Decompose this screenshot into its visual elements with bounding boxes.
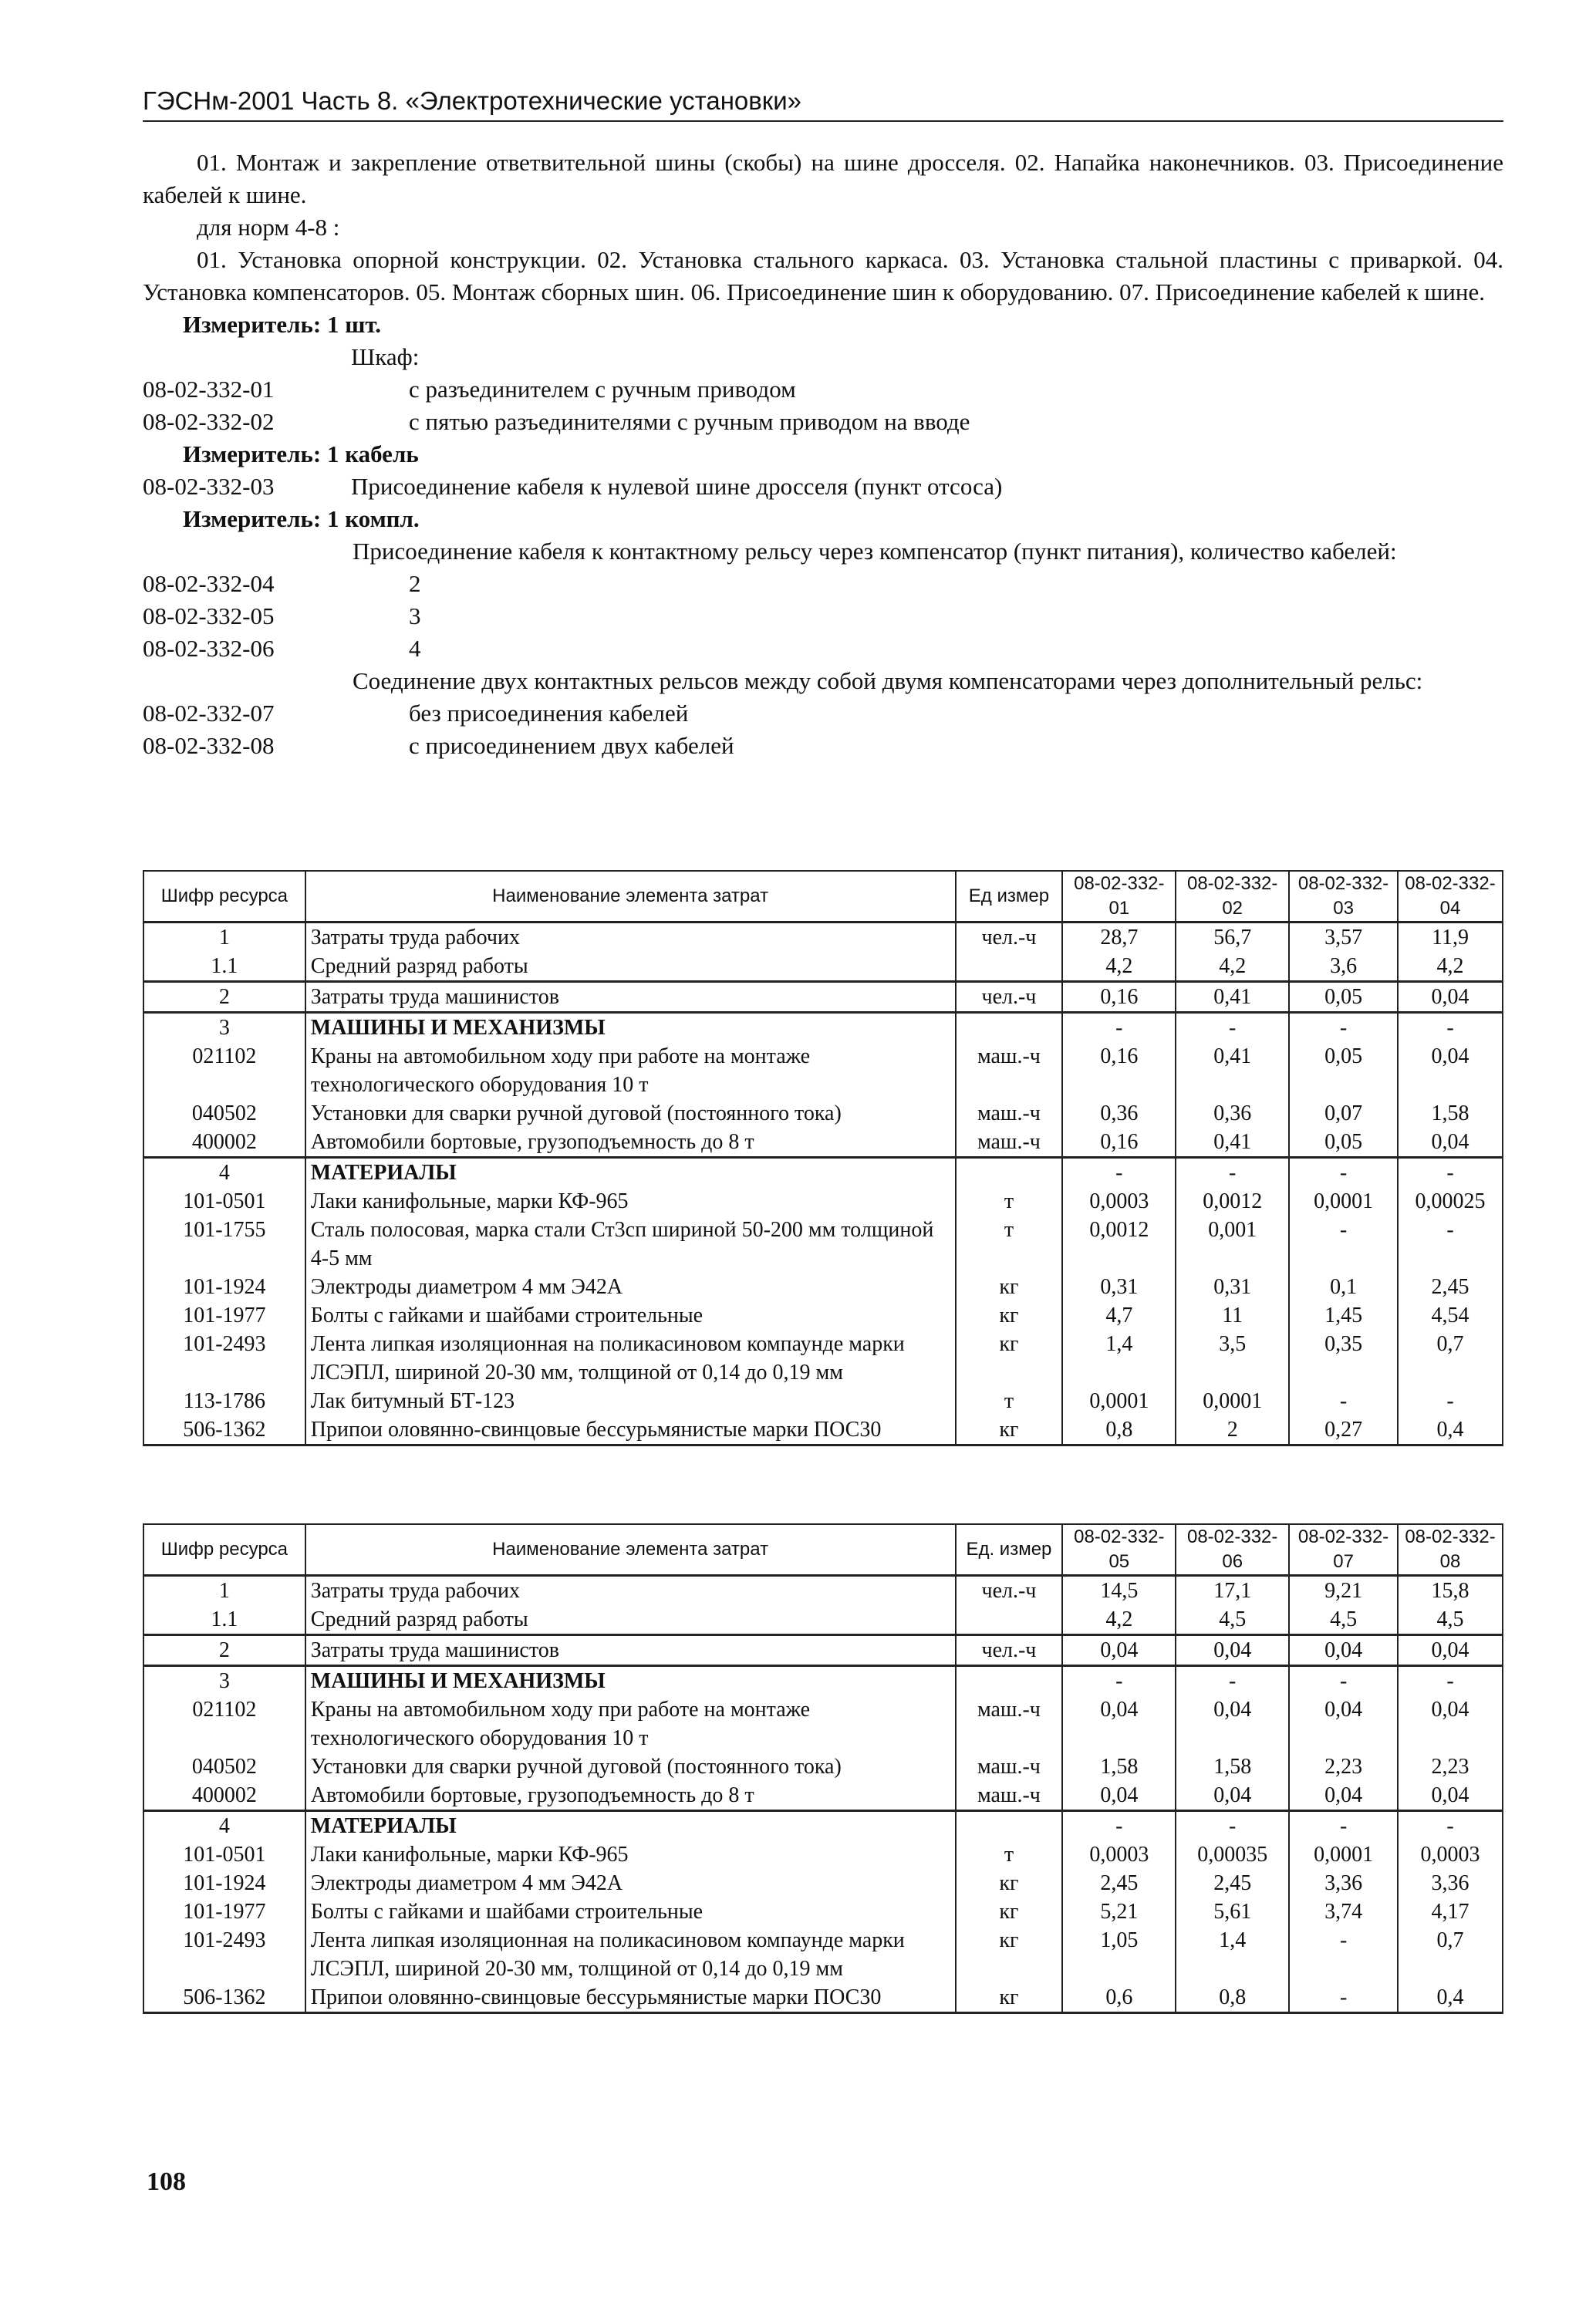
- value-cell: 3,36: [1398, 1869, 1503, 1897]
- value-cell: 0,0003: [1062, 1840, 1176, 1869]
- group-label: Шкаф:: [351, 343, 420, 370]
- resource-code: 2: [143, 982, 305, 1013]
- value-cell: -: [1062, 1666, 1176, 1696]
- value-cell: 0,35: [1289, 1330, 1398, 1387]
- unit: маш.-ч: [956, 1781, 1063, 1811]
- unit: чел.-ч: [956, 1635, 1063, 1666]
- value-cell: -: [1398, 1013, 1503, 1043]
- norm-text: с присоединением двух кабелей: [409, 732, 734, 759]
- norm-text: Присоединение кабеля к нулевой шине дросселя (пункт отсоса): [351, 473, 1003, 500]
- unit: маш.-ч: [956, 1752, 1063, 1781]
- resource-name: Краны на автомобильном ходу при работе на монтаже технологического оборудования 10 т: [305, 1695, 956, 1752]
- value-cell: 9,21: [1289, 1576, 1398, 1606]
- resource-code: 3: [143, 1666, 305, 1696]
- value-cell: 0,6: [1062, 1983, 1176, 2013]
- unit: чел.-ч: [956, 1576, 1063, 1606]
- resource-code: 101-0501: [143, 1187, 305, 1216]
- unit: кг: [956, 1983, 1063, 2013]
- value-cell: 1,58: [1398, 1099, 1503, 1128]
- unit: т: [956, 1216, 1063, 1273]
- value-cell: 1,58: [1062, 1752, 1176, 1781]
- resource-table-2: [143, 1523, 1503, 2014]
- unit: [956, 1013, 1063, 1043]
- value-cell: 0,04: [1398, 1695, 1503, 1752]
- table-row: [143, 1576, 1503, 1606]
- measure-1: Измеритель: 1 шт.: [183, 311, 382, 338]
- column-header: 08-02-332-02: [1176, 871, 1289, 923]
- page-number: 108: [147, 2167, 186, 2196]
- running-header: ГЭСНм-2001 Часть 8. «Электротехнические установки»: [143, 86, 1503, 122]
- resource-code: 3: [143, 1013, 305, 1043]
- value-cell: -: [1289, 1387, 1398, 1415]
- value-cell: 4,2: [1398, 952, 1503, 982]
- column-header: Шифр ресурса: [143, 871, 305, 923]
- table-row: [143, 1099, 1503, 1128]
- table-row: [143, 1869, 1503, 1897]
- value-cell: 0,0001: [1289, 1840, 1398, 1869]
- value-cell: 0,04: [1062, 1695, 1176, 1752]
- value-cell: 5,61: [1176, 1897, 1289, 1926]
- value-cell: 3,6: [1289, 952, 1398, 982]
- resource-name: Лаки канифольные, марки КФ-965: [305, 1187, 956, 1216]
- value-cell: 0,27: [1289, 1415, 1398, 1445]
- group-label: Присоединение кабеля к контактному рельсу через компенсатор (пункт питания), количество кабелей:: [353, 538, 1397, 565]
- value-cell: 0,04: [1062, 1781, 1176, 1811]
- value-cell: -: [1062, 1158, 1176, 1188]
- resource-name: Средний разряд работы: [305, 1605, 956, 1635]
- unit: кг: [956, 1273, 1063, 1301]
- value-cell: 0,41: [1176, 1128, 1289, 1158]
- table-row: [143, 1158, 1503, 1188]
- unit: т: [956, 1840, 1063, 1869]
- norms-label: для норм 4-8 :: [197, 214, 340, 241]
- measure-3: Измеритель: 1 компл.: [183, 505, 420, 532]
- norm-text: с пятью разъединителями с ручным приводом на вводе: [409, 408, 970, 435]
- resource-table-1: [143, 870, 1503, 1446]
- value-cell: 0,0012: [1062, 1216, 1176, 1273]
- value-cell: 4,2: [1176, 952, 1289, 982]
- value-cell: 5,21: [1062, 1897, 1176, 1926]
- column-header: 08-02-332-03: [1289, 871, 1398, 923]
- unit: [956, 1811, 1063, 1841]
- value-cell: 4,2: [1062, 952, 1176, 982]
- resource-name: МАШИНЫ И МЕХАНИЗМЫ: [305, 1013, 956, 1043]
- resource-code: 101-1977: [143, 1897, 305, 1926]
- column-header: 08-02-332-06: [1176, 1524, 1289, 1576]
- value-cell: 0,05: [1289, 1042, 1398, 1099]
- norm-row: [143, 471, 1503, 503]
- norm-row: [143, 697, 1503, 730]
- value-cell: 2,23: [1398, 1752, 1503, 1781]
- column-header: 08-02-332-05: [1062, 1524, 1176, 1576]
- value-cell: 4,7: [1062, 1301, 1176, 1330]
- value-cell: 1,05: [1062, 1926, 1176, 1983]
- norm-row: [143, 600, 1503, 632]
- value-cell: 0,04: [1398, 1635, 1503, 1666]
- resource-code: 1: [143, 923, 305, 953]
- value-cell: -: [1289, 1666, 1398, 1696]
- value-cell: 0,1: [1289, 1273, 1398, 1301]
- value-cell: 0,0001: [1289, 1187, 1398, 1216]
- value-cell: -: [1289, 1158, 1398, 1188]
- table-row: [143, 1752, 1503, 1781]
- table-row: [143, 1605, 1503, 1635]
- value-cell: 4,54: [1398, 1301, 1503, 1330]
- value-cell: 0,04: [1398, 1042, 1503, 1099]
- value-cell: 0,8: [1062, 1415, 1176, 1445]
- value-cell: 0,4: [1398, 1983, 1503, 2013]
- column-header: 08-02-332-04: [1398, 871, 1503, 923]
- column-header: Наименование элемента затрат: [305, 1524, 956, 1576]
- value-cell: 0,36: [1062, 1099, 1176, 1128]
- value-cell: -: [1176, 1158, 1289, 1188]
- unit: т: [956, 1187, 1063, 1216]
- norm-text: 3: [409, 602, 421, 629]
- value-cell: -: [1398, 1666, 1503, 1696]
- norm-text: с разъединителем с ручным приводом: [409, 376, 796, 403]
- unit: кг: [956, 1897, 1063, 1926]
- value-cell: -: [1398, 1158, 1503, 1188]
- value-cell: -: [1062, 1811, 1176, 1841]
- norm-code: 08-02-332-03: [143, 473, 275, 500]
- value-cell: 0,16: [1062, 982, 1176, 1013]
- resource-name: Автомобили бортовые, грузоподъемность до 8 т: [305, 1128, 956, 1158]
- table-row: [143, 1695, 1503, 1752]
- norm-row: [143, 730, 1503, 762]
- unit: кг: [956, 1926, 1063, 1983]
- value-cell: 2,23: [1289, 1752, 1398, 1781]
- value-cell: 0,41: [1176, 1042, 1289, 1099]
- value-cell: 0,00035: [1176, 1840, 1289, 1869]
- resource-code: 101-1755: [143, 1216, 305, 1273]
- norm-row: [143, 568, 1503, 600]
- resource-name: Установки для сварки ручной дуговой (постоянного тока): [305, 1099, 956, 1128]
- norm-code: 08-02-332-04: [143, 570, 275, 597]
- unit: маш.-ч: [956, 1695, 1063, 1752]
- resource-code: 101-2493: [143, 1330, 305, 1387]
- norm-code: 08-02-332-07: [143, 700, 275, 727]
- value-cell: 3,5: [1176, 1330, 1289, 1387]
- value-cell: 1,4: [1062, 1330, 1176, 1387]
- resource-code: 4: [143, 1811, 305, 1841]
- value-cell: 11: [1176, 1301, 1289, 1330]
- resource-name: Припои оловянно-свинцовые бессурьмянистые марки ПОС30: [305, 1983, 956, 2013]
- table-row: [143, 1666, 1503, 1696]
- norm-code: 08-02-332-08: [143, 732, 275, 759]
- value-cell: 0,04: [1398, 1781, 1503, 1811]
- value-cell: 0,16: [1062, 1042, 1176, 1099]
- table-row: [143, 1013, 1503, 1043]
- norm-code: 08-02-332-05: [143, 602, 275, 629]
- value-cell: 0,0012: [1176, 1187, 1289, 1216]
- resource-name: Средний разряд работы: [305, 952, 956, 982]
- norm-code: 08-02-332-02: [143, 408, 275, 435]
- value-cell: 3,74: [1289, 1897, 1398, 1926]
- value-cell: 0,04: [1176, 1781, 1289, 1811]
- column-header: 08-02-332-07: [1289, 1524, 1398, 1576]
- value-cell: 0,0003: [1062, 1187, 1176, 1216]
- resource-name: Затраты труда машинистов: [305, 1635, 956, 1666]
- value-cell: 0,0001: [1176, 1387, 1289, 1415]
- resource-name: Электроды диаметром 4 мм Э42А: [305, 1869, 956, 1897]
- resource-name: Затраты труда машинистов: [305, 982, 956, 1013]
- unit: [956, 1158, 1063, 1188]
- resource-name: Лак битумный БТ-123: [305, 1387, 956, 1415]
- table-row: [143, 1128, 1503, 1158]
- norm-text: 2: [409, 570, 421, 597]
- table-row: [143, 1330, 1503, 1387]
- table-row: [143, 1811, 1503, 1841]
- norm-row: [143, 632, 1503, 665]
- value-cell: 0,7: [1398, 1330, 1503, 1387]
- norm-text: 4: [409, 635, 421, 662]
- value-cell: 1,4: [1176, 1926, 1289, 1983]
- value-cell: 0,31: [1062, 1273, 1176, 1301]
- value-cell: -: [1289, 1013, 1398, 1043]
- work-composition-1: 01. Монтаж и закрепление ответвительной шины (скобы) на шине дросселя. 02. Напайка наконечников. 03. Присоединение кабелей к шине.: [143, 149, 1503, 208]
- resource-name: Лаки канифольные, марки КФ-965: [305, 1840, 956, 1869]
- value-cell: 0,05: [1289, 982, 1398, 1013]
- resource-name: Сталь полосовая, марка стали Ст3сп шириной 50-200 мм толщиной 4-5 мм: [305, 1216, 956, 1273]
- unit: маш.-ч: [956, 1128, 1063, 1158]
- value-cell: 4,2: [1062, 1605, 1176, 1635]
- value-cell: -: [1062, 1013, 1176, 1043]
- value-cell: 0,4: [1398, 1415, 1503, 1445]
- norm-code: 08-02-332-06: [143, 635, 275, 662]
- value-cell: 2,45: [1062, 1869, 1176, 1897]
- unit: чел.-ч: [956, 923, 1063, 953]
- value-cell: 11,9: [1398, 923, 1503, 953]
- value-cell: 0,04: [1289, 1781, 1398, 1811]
- resource-name: Установки для сварки ручной дуговой (постоянного тока): [305, 1752, 956, 1781]
- value-cell: -: [1176, 1666, 1289, 1696]
- value-cell: 17,1: [1176, 1576, 1289, 1606]
- value-cell: -: [1289, 1926, 1398, 1983]
- table-row: [143, 1387, 1503, 1415]
- table-row: [143, 1840, 1503, 1869]
- resource-code: 021102: [143, 1695, 305, 1752]
- value-cell: 0,04: [1062, 1635, 1176, 1666]
- value-cell: -: [1398, 1811, 1503, 1841]
- unit: маш.-ч: [956, 1099, 1063, 1128]
- unit: [956, 1605, 1063, 1635]
- resource-code: 101-2493: [143, 1926, 305, 1983]
- norm-text: без присоединения кабелей: [409, 700, 689, 727]
- resource-code: 1.1: [143, 952, 305, 982]
- value-cell: 0,04: [1398, 1128, 1503, 1158]
- unit: кг: [956, 1415, 1063, 1445]
- resource-code: 400002: [143, 1128, 305, 1158]
- resource-name: Затраты труда рабочих: [305, 923, 956, 953]
- norm-row: [143, 406, 1503, 438]
- value-cell: 0,04: [1289, 1635, 1398, 1666]
- norm-description: [143, 147, 1503, 762]
- resource-name: Автомобили бортовые, грузоподъемность до 8 т: [305, 1781, 956, 1811]
- table-row: [143, 1897, 1503, 1926]
- unit: [956, 952, 1063, 982]
- column-header: 08-02-332-08: [1398, 1524, 1503, 1576]
- value-cell: -: [1289, 1216, 1398, 1273]
- value-cell: 14,5: [1062, 1576, 1176, 1606]
- unit: кг: [956, 1869, 1063, 1897]
- table-row: [143, 1301, 1503, 1330]
- measure-2: Измеритель: 1 кабель: [183, 440, 419, 467]
- resource-name: Затраты труда рабочих: [305, 1576, 956, 1606]
- value-cell: 0,04: [1176, 1695, 1289, 1752]
- unit: [956, 1666, 1063, 1696]
- table-row: [143, 982, 1503, 1013]
- value-cell: 0,16: [1062, 1128, 1176, 1158]
- value-cell: 15,8: [1398, 1576, 1503, 1606]
- resource-code: 040502: [143, 1099, 305, 1128]
- norm-code: 08-02-332-01: [143, 376, 275, 403]
- resource-name: Лента липкая изоляционная на поликасиновом компаунде марки ЛСЭПЛ, шириной 20-30 мм, толщиной от 0,14 до 0,19 мм: [305, 1926, 956, 1983]
- value-cell: 0,04: [1289, 1695, 1398, 1752]
- table-row: [143, 1415, 1503, 1445]
- value-cell: 0,0001: [1062, 1387, 1176, 1415]
- norm-row: [143, 373, 1503, 406]
- value-cell: 0,04: [1176, 1635, 1289, 1666]
- table-row: [143, 952, 1503, 982]
- table-row: [143, 1216, 1503, 1273]
- unit: кг: [956, 1330, 1063, 1387]
- table-row: [143, 1781, 1503, 1811]
- unit: чел.-ч: [956, 982, 1063, 1013]
- unit: кг: [956, 1301, 1063, 1330]
- value-cell: 3,36: [1289, 1869, 1398, 1897]
- value-cell: -: [1289, 1811, 1398, 1841]
- value-cell: 0,36: [1176, 1099, 1289, 1128]
- resource-code: 1: [143, 1576, 305, 1606]
- value-cell: 0,41: [1176, 982, 1289, 1013]
- resource-code: 040502: [143, 1752, 305, 1781]
- resource-name: Болты с гайками и шайбами строительные: [305, 1301, 956, 1330]
- table-row: [143, 1042, 1503, 1099]
- value-cell: 4,5: [1176, 1605, 1289, 1635]
- column-header: 08-02-332-01: [1062, 871, 1176, 923]
- unit: маш.-ч: [956, 1042, 1063, 1099]
- value-cell: 0,8: [1176, 1983, 1289, 2013]
- value-cell: 3,57: [1289, 923, 1398, 953]
- value-cell: 0,31: [1176, 1273, 1289, 1301]
- resource-name: МАТЕРИАЛЫ: [305, 1811, 956, 1841]
- value-cell: -: [1176, 1013, 1289, 1043]
- resource-code: 1.1: [143, 1605, 305, 1635]
- resource-name: Болты с гайками и шайбами строительные: [305, 1897, 956, 1926]
- column-header: Ед. измер: [956, 1524, 1063, 1576]
- resource-code: 101-1924: [143, 1273, 305, 1301]
- value-cell: 2,45: [1398, 1273, 1503, 1301]
- value-cell: 0,7: [1398, 1926, 1503, 1983]
- value-cell: 0,04: [1398, 982, 1503, 1013]
- value-cell: 0,001: [1176, 1216, 1289, 1273]
- resource-name: Электроды диаметром 4 мм Э42А: [305, 1273, 956, 1301]
- value-cell: -: [1176, 1811, 1289, 1841]
- value-cell: 4,17: [1398, 1897, 1503, 1926]
- value-cell: 1,58: [1176, 1752, 1289, 1781]
- resource-code: 4: [143, 1158, 305, 1188]
- column-header: Ед измер: [956, 871, 1063, 923]
- resource-name: МАТЕРИАЛЫ: [305, 1158, 956, 1188]
- work-composition-2: 01. Установка опорной конструкции. 02. Установка стального каркаса. 03. Установка стальной пластины с приваркой. 04. Установка компенсаторов. 05. Монтаж сборных шин. 06. Присоединение шин к оборудованию. 07. Присоединение кабелей к шине.: [143, 246, 1503, 305]
- value-cell: -: [1289, 1983, 1398, 2013]
- resource-code: 400002: [143, 1781, 305, 1811]
- resource-code: 101-1977: [143, 1301, 305, 1330]
- table-row: [143, 1926, 1503, 1983]
- resource-name: МАШИНЫ И МЕХАНИЗМЫ: [305, 1666, 956, 1696]
- resource-name: Припои оловянно-свинцовые бессурьмянистые марки ПОС30: [305, 1415, 956, 1445]
- table-row: [143, 1635, 1503, 1666]
- table-row: [143, 1273, 1503, 1301]
- value-cell: 0,0003: [1398, 1840, 1503, 1869]
- column-header: Шифр ресурса: [143, 1524, 305, 1576]
- value-cell: 4,5: [1289, 1605, 1398, 1635]
- table-row: [143, 1187, 1503, 1216]
- resource-code: 113-1786: [143, 1387, 305, 1415]
- value-cell: 2,45: [1176, 1869, 1289, 1897]
- resource-code: 506-1362: [143, 1415, 305, 1445]
- resource-code: 506-1362: [143, 1983, 305, 2013]
- unit: т: [956, 1387, 1063, 1415]
- group-label: Соединение двух контактных рельсов между собой двумя компенсаторами через дополнительный рельс:: [353, 667, 1423, 694]
- resource-code: 2: [143, 1635, 305, 1666]
- resource-name: Краны на автомобильном ходу при работе на монтаже технологического оборудования 10 т: [305, 1042, 956, 1099]
- value-cell: 28,7: [1062, 923, 1176, 953]
- value-cell: 1,45: [1289, 1301, 1398, 1330]
- value-cell: 0,07: [1289, 1099, 1398, 1128]
- resource-code: 021102: [143, 1042, 305, 1099]
- value-cell: 0,00025: [1398, 1187, 1503, 1216]
- value-cell: 2: [1176, 1415, 1289, 1445]
- value-cell: -: [1398, 1387, 1503, 1415]
- value-cell: -: [1398, 1216, 1503, 1273]
- table-row: [143, 1983, 1503, 2013]
- table-row: [143, 923, 1503, 953]
- value-cell: 4,5: [1398, 1605, 1503, 1635]
- resource-code: 101-1924: [143, 1869, 305, 1897]
- value-cell: 0,05: [1289, 1128, 1398, 1158]
- resource-name: Лента липкая изоляционная на поликасиновом компаунде марки ЛСЭПЛ, шириной 20-30 мм, толщиной от 0,14 до 0,19 мм: [305, 1330, 956, 1387]
- column-header: Наименование элемента затрат: [305, 871, 956, 923]
- resource-code: 101-0501: [143, 1840, 305, 1869]
- value-cell: 56,7: [1176, 923, 1289, 953]
